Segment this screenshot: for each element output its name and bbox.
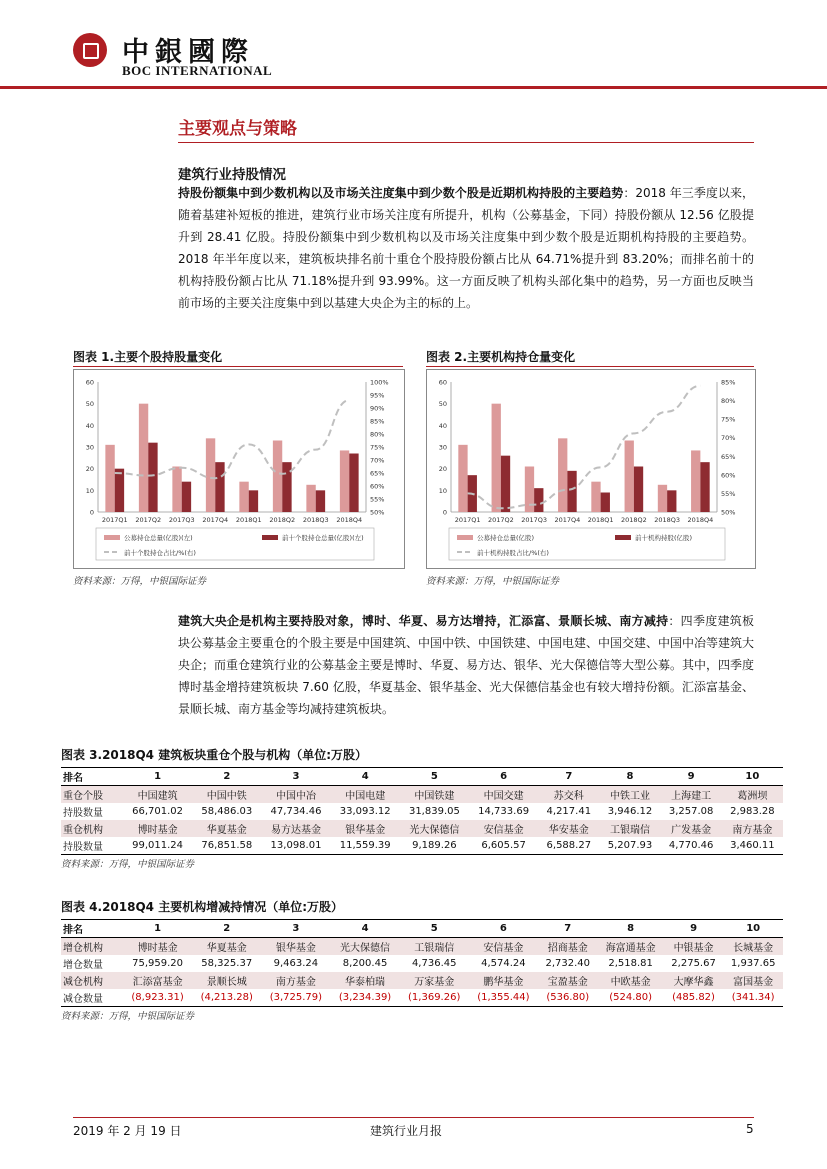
table-cell: 银华基金 (261, 938, 330, 956)
table-cell: 75,959.20 (132, 958, 184, 969)
table-cell: 76,851.58 (192, 837, 261, 855)
table-cell: 光大保德信 (330, 938, 399, 956)
bar-series2 (182, 482, 191, 512)
y2-tick-label: 70% (370, 456, 385, 465)
y-tick-label: 40 (438, 421, 447, 430)
logo-chinese-name: 中銀國際 (122, 37, 254, 68)
table-row (61, 786, 783, 804)
table-cell: (1,369.26) (400, 989, 469, 1007)
x-tick-label: 2018Q4 (687, 516, 714, 524)
section-title: 主要观点与策略 (178, 119, 297, 139)
table-cell: 5 (400, 920, 469, 938)
y2-tick-label: 60% (721, 471, 736, 480)
table-row (61, 820, 783, 837)
figure1-rule (73, 366, 403, 367)
row-label-cell: 重仓个股 (61, 786, 123, 804)
table-header-row (61, 920, 783, 938)
table-cell: 6 (469, 768, 538, 786)
table-cell: 4,770.46 (661, 837, 722, 855)
y-tick-label: 10 (85, 486, 94, 495)
x-tick-label: 2017Q1 (101, 516, 128, 524)
table-cell: 博时基金 (123, 938, 192, 956)
table2 (61, 919, 783, 1007)
row-label-cell: 持股数量 (63, 808, 103, 819)
table-cell: 博时基金 (123, 820, 192, 837)
legend-swatch-bar2 (615, 535, 631, 540)
table-cell: 工银瑞信 (599, 820, 660, 837)
table-cell: 工银瑞信 (400, 938, 469, 956)
y2-tick-label: 85% (721, 378, 736, 387)
x-tick-label: 2017Q4 (202, 516, 229, 524)
table-cell: 鹏华基金 (469, 972, 538, 989)
table-cell: 华夏基金 (192, 820, 261, 837)
table-cell: (3,725.79) (261, 989, 330, 1007)
paragraph-lead: 持股份额集中到少数机构以及市场关注度集中到少数个股是近期机构持股的主要趋势 (178, 186, 624, 200)
table-cell: 广发基金 (661, 820, 722, 837)
table-cell: 2 (192, 920, 261, 938)
header-divider (0, 86, 827, 89)
table-row (61, 955, 783, 972)
y-tick-label: 30 (438, 443, 447, 452)
y2-tick-label: 65% (721, 452, 736, 461)
subsection-title: 建筑行业持股情况 (178, 167, 286, 183)
table-cell: 9,463.24 (273, 958, 319, 969)
x-tick-label: 2017Q2 (135, 516, 162, 524)
y2-tick-label: 50% (370, 508, 385, 517)
x-tick-label: 2018Q1 (235, 516, 262, 524)
bar-series2 (567, 471, 576, 512)
table-cell: 9 (664, 920, 724, 938)
table-cell: 中国交建 (469, 786, 538, 804)
bar-series2 (601, 493, 610, 513)
table-cell: 3,257.08 (668, 806, 714, 817)
x-tick-label: 2017Q3 (521, 516, 548, 524)
table-cell: 大摩华鑫 (664, 972, 724, 989)
x-tick-label: 2017Q4 (554, 516, 581, 524)
table-cell: 4 (331, 768, 400, 786)
table-cell: (1,355.44) (469, 989, 538, 1007)
boc-logo-icon (73, 33, 107, 67)
table-cell: 华安基金 (538, 820, 599, 837)
table-row (61, 989, 783, 1007)
y2-tick-label: 70% (721, 434, 736, 443)
table2-source: 资料来源：万得，中银国际证券 (61, 1011, 195, 1022)
table-cell: 3,946.12 (607, 806, 653, 817)
table-cell: 4,736.45 (411, 958, 457, 969)
bar-series2 (501, 456, 510, 512)
bar-series2 (148, 443, 157, 512)
x-tick-label: 2018Q3 (654, 516, 681, 524)
table-cell: 华泰柏瑞 (330, 972, 399, 989)
legend-swatch-bar1 (104, 535, 120, 540)
table-cell: 长城基金 (723, 938, 783, 956)
table-cell: 31,839.05 (408, 806, 460, 817)
table-cell: 景顺长城 (192, 972, 261, 989)
x-tick-label: 2018Q1 (587, 516, 614, 524)
table-cell: 8 (598, 920, 664, 938)
table-cell: 6 (469, 920, 538, 938)
x-tick-label: 2018Q3 (302, 516, 329, 524)
bar-series1 (340, 450, 349, 512)
bar-series1 (558, 438, 567, 512)
bar-series1 (239, 482, 248, 512)
x-tick-label: 2017Q1 (454, 516, 481, 524)
y-tick-label: 0 (442, 508, 447, 517)
table-cell: 苏交科 (538, 786, 599, 804)
table-cell: 1 (123, 768, 192, 786)
y-tick-label: 0 (89, 508, 94, 517)
table-cell: 安信基金 (469, 938, 538, 956)
table-cell: 33,093.12 (339, 806, 391, 817)
table-row (61, 938, 783, 956)
bar-series1 (591, 482, 600, 512)
table-cell: 5,207.93 (599, 837, 660, 855)
y-tick-label: 10 (438, 486, 447, 495)
table-cell: 上海建工 (661, 786, 722, 804)
bar-series1 (273, 441, 282, 513)
legend-label-bar1: 公募持仓总量(亿股) (477, 534, 535, 542)
logo-english-name: BOC INTERNATIONAL (122, 63, 273, 78)
table-cell: (341.34) (723, 989, 783, 1007)
table-cell: 易方达基金 (261, 820, 330, 837)
table-cell: 南方基金 (722, 820, 783, 837)
figure2-rule (426, 366, 754, 367)
table-cell: 中银基金 (664, 938, 724, 956)
table-cell: 中国中冶 (261, 786, 330, 804)
table-cell: 9 (661, 768, 722, 786)
row-label-cell: 增仓数量 (63, 960, 103, 971)
y-tick-label: 20 (85, 465, 94, 474)
table-cell: 招商基金 (538, 938, 598, 956)
legend-swatch-bar1 (457, 535, 473, 540)
table-cell: 中欧基金 (598, 972, 664, 989)
table-cell: 南方基金 (261, 972, 330, 989)
table-cell: 2,275.67 (671, 958, 716, 969)
legend-label-bar2: 前十个股持仓总量(亿股)(左) (282, 534, 364, 542)
table-cell: 富国基金 (723, 972, 783, 989)
y2-tick-label: 80% (370, 430, 385, 439)
row-label-cell: 减仓数量 (61, 989, 123, 1007)
table-cell: 3,460.11 (722, 837, 783, 855)
table-cell: 9,189.26 (400, 837, 469, 855)
table-cell: 8 (599, 768, 660, 786)
table-cell: 2 (192, 768, 261, 786)
bar-series2 (282, 462, 291, 512)
table-cell: 58,486.03 (201, 806, 253, 817)
footer-date: 2019 年 2 月 19 日 (73, 1124, 182, 1138)
bar-series1 (139, 404, 148, 512)
table-cell: 3 (261, 920, 330, 938)
figure1-source: 资料来源：万得，中银国际证券 (73, 576, 207, 587)
legend-label-bar1: 公募持仓总量(亿股)(左) (124, 534, 193, 542)
table-cell: 10 (723, 920, 783, 938)
table-cell: 99,011.24 (123, 837, 192, 855)
row-label-cell: 减仓机构 (61, 972, 123, 989)
table-cell: 3 (261, 768, 330, 786)
x-tick-label: 2017Q3 (168, 516, 195, 524)
table-cell: 中国建筑 (123, 786, 192, 804)
table-cell: 66,701.02 (132, 806, 184, 817)
figure2-chart (426, 369, 756, 569)
table-cell: 中国铁建 (400, 786, 469, 804)
x-tick-label: 2018Q2 (269, 516, 296, 524)
row-label-cell: 排名 (61, 920, 123, 938)
paragraph-key-holders (178, 610, 754, 720)
legend-label-line: 前十个股持仓占比/%(右) (124, 549, 196, 557)
table-cell: 海富通基金 (598, 938, 664, 956)
table-cell: 10 (722, 768, 783, 786)
figure1-chart (73, 369, 405, 569)
y2-tick-label: 55% (721, 489, 736, 498)
y-tick-label: 60 (438, 378, 447, 387)
table-cell: 中国中铁 (192, 786, 261, 804)
table-cell: 58,325.37 (201, 958, 253, 969)
y2-tick-label: 90% (370, 404, 385, 413)
bar-series2 (249, 490, 258, 512)
bar-series2 (316, 490, 325, 512)
bar-series1 (105, 445, 114, 512)
table-cell: 14,733.69 (478, 806, 530, 817)
table-cell: 8,200.45 (342, 958, 388, 969)
table2-title: 图表 4.2018Q4 主要机构增减持情况（单位:万股） (61, 900, 344, 914)
table-cell: 7 (538, 768, 599, 786)
footer-page-number: 5 (746, 1122, 754, 1136)
row-label-cell: 排名 (61, 768, 123, 786)
table-cell: 华夏基金 (192, 938, 261, 956)
y-tick-label: 60 (85, 378, 94, 387)
table-cell: 光大保德信 (400, 820, 469, 837)
bar-series2 (700, 462, 709, 512)
footer-divider (73, 1117, 754, 1118)
table-cell: 宝盈基金 (538, 972, 598, 989)
y-tick-label: 20 (438, 465, 447, 474)
bar-series2 (634, 467, 643, 513)
section-divider (178, 142, 754, 143)
row-label-cell: 持股数量 (61, 837, 123, 855)
table1-title: 图表 3.2018Q4 建筑板块重仓个股与机构（单位:万股） (61, 748, 368, 762)
y-tick-label: 30 (85, 443, 94, 452)
table-cell: 2,732.40 (545, 958, 590, 969)
y2-tick-label: 50% (721, 508, 736, 517)
table-cell: (3,234.39) (330, 989, 399, 1007)
table-cell: 6,605.57 (469, 837, 538, 855)
bar-series1 (206, 438, 215, 512)
y-tick-label: 50 (85, 400, 94, 409)
table-row (61, 972, 783, 989)
table-cell: 1 (123, 920, 192, 938)
paragraph-body: ：四季度建筑板块公募基金主要重仓的个股主要是中国建筑、中国中铁、中国铁建、中国电建、中国交建、中国中冶等建筑大央企；而重仓建筑行业的公募基金主要是博时、华夏、易方达、银华、光大保德信等大型公募。其中，四季度博时基金增持建筑板块 7.60 亿股，华夏基金、银华基金、光大保德信基金也有较大增持份额。汇添富基金、景顺长城、南方基金等均减持建筑板块。 (178, 614, 755, 716)
bar-series1 (458, 445, 467, 512)
paragraph-holdings-trend (178, 182, 754, 314)
footer-report-name: 建筑行业月报 (370, 1124, 443, 1138)
x-tick-label: 2017Q2 (487, 516, 514, 524)
table-cell: (524.80) (598, 989, 664, 1007)
table1-source: 资料来源：万得，中银国际证券 (61, 859, 195, 870)
y-tick-label: 40 (85, 421, 94, 430)
table1 (61, 767, 783, 855)
paragraph-body: ：2018 年三季度以来，随着基建补短板的推进，建筑行业市场关注度有所提升，机构（公募基金，下同）持股份额从 12.56 亿股提升到 28.41 亿股。持股份额集中到少数机构以及市场关注度集中到少数个股是近期机构持股的主要趋势。2018 年半年度以来，建筑板块排名前十重仓个股持股份额占比从 64.71%提升到 83.20%；而排名前十的机构持股份额占比从 71.18%提升到 93.99%。这一方面反映了机构头部化集中的趋势，另一方面也反映当前市场的主要关注度集中到以基建大央企为主的标的上。 (178, 186, 754, 310)
table-row (61, 837, 783, 855)
table-cell: 万家基金 (400, 972, 469, 989)
chart2-svg (427, 370, 755, 568)
table-cell: 47,734.46 (270, 806, 322, 817)
table-cell: 安信基金 (469, 820, 538, 837)
y2-tick-label: 100% (370, 378, 389, 387)
bar-series2 (349, 454, 358, 513)
y2-tick-label: 85% (370, 417, 385, 426)
table-cell: 汇添富基金 (123, 972, 192, 989)
table-row (61, 803, 783, 820)
figure1-title: 图表 1.主要个股持股量变化 (73, 350, 223, 364)
table-cell: 中国电建 (331, 786, 400, 804)
y2-tick-label: 95% (370, 391, 385, 400)
y2-tick-label: 80% (721, 397, 736, 406)
table-cell: 6,588.27 (538, 837, 599, 855)
bar-series2 (534, 488, 543, 512)
bar-series1 (172, 467, 181, 513)
figure2-source: 资料来源：万得，中银国际证券 (426, 576, 560, 587)
row-label-cell: 增仓机构 (61, 938, 123, 956)
y2-tick-label: 65% (370, 469, 385, 478)
y2-tick-label: 75% (370, 443, 385, 452)
bar-series1 (658, 485, 667, 512)
table-header-row (61, 768, 783, 786)
table-cell: 葛洲坝 (722, 786, 783, 804)
table-cell: 4,217.41 (546, 806, 592, 817)
table-cell: 11,559.39 (331, 837, 400, 855)
row-label-cell: 重仓机构 (61, 820, 123, 837)
bar-series1 (306, 485, 315, 512)
table-cell: 2,983.28 (730, 806, 775, 817)
table-cell: 2,518.81 (608, 958, 653, 969)
x-tick-label: 2018Q4 (336, 516, 363, 524)
bar-series2 (667, 490, 676, 512)
bar-series2 (115, 469, 124, 512)
paragraph-lead: 建筑大央企是机构主要持股对象，博时、华夏、易方达增持，汇添富、景顺长城、南方减持 (178, 614, 669, 628)
y2-tick-label: 75% (721, 415, 736, 424)
y2-tick-label: 55% (370, 495, 385, 504)
legend-label-line: 前十机构持股占比/%(右) (477, 549, 549, 557)
bar-series2 (215, 462, 224, 512)
table-cell: 银华基金 (331, 820, 400, 837)
bar-series1 (691, 450, 700, 512)
table-cell: (536.80) (538, 989, 598, 1007)
legend-swatch-bar2 (262, 535, 278, 540)
table-cell: (8,923.31) (123, 989, 192, 1007)
y2-tick-label: 60% (370, 482, 385, 491)
table-cell: 4 (330, 920, 399, 938)
table-cell: (4,213.28) (192, 989, 261, 1007)
table-cell: (485.82) (664, 989, 724, 1007)
table-cell: 1,937.65 (730, 958, 776, 969)
table-cell: 13,098.01 (261, 837, 330, 855)
table-cell: 中铁工业 (599, 786, 660, 804)
x-tick-label: 2018Q2 (620, 516, 647, 524)
chart1-svg (74, 370, 404, 568)
table-cell: 7 (538, 920, 598, 938)
figure2-title: 图表 2.主要机构持仓量变化 (426, 350, 576, 364)
table-cell: 5 (400, 768, 469, 786)
bar-series1 (492, 404, 501, 512)
legend-label-bar2: 前十机构持股(亿股) (635, 534, 693, 542)
bar-series1 (625, 441, 634, 513)
table-cell: 4,574.24 (481, 958, 526, 969)
y-tick-label: 50 (438, 400, 447, 409)
